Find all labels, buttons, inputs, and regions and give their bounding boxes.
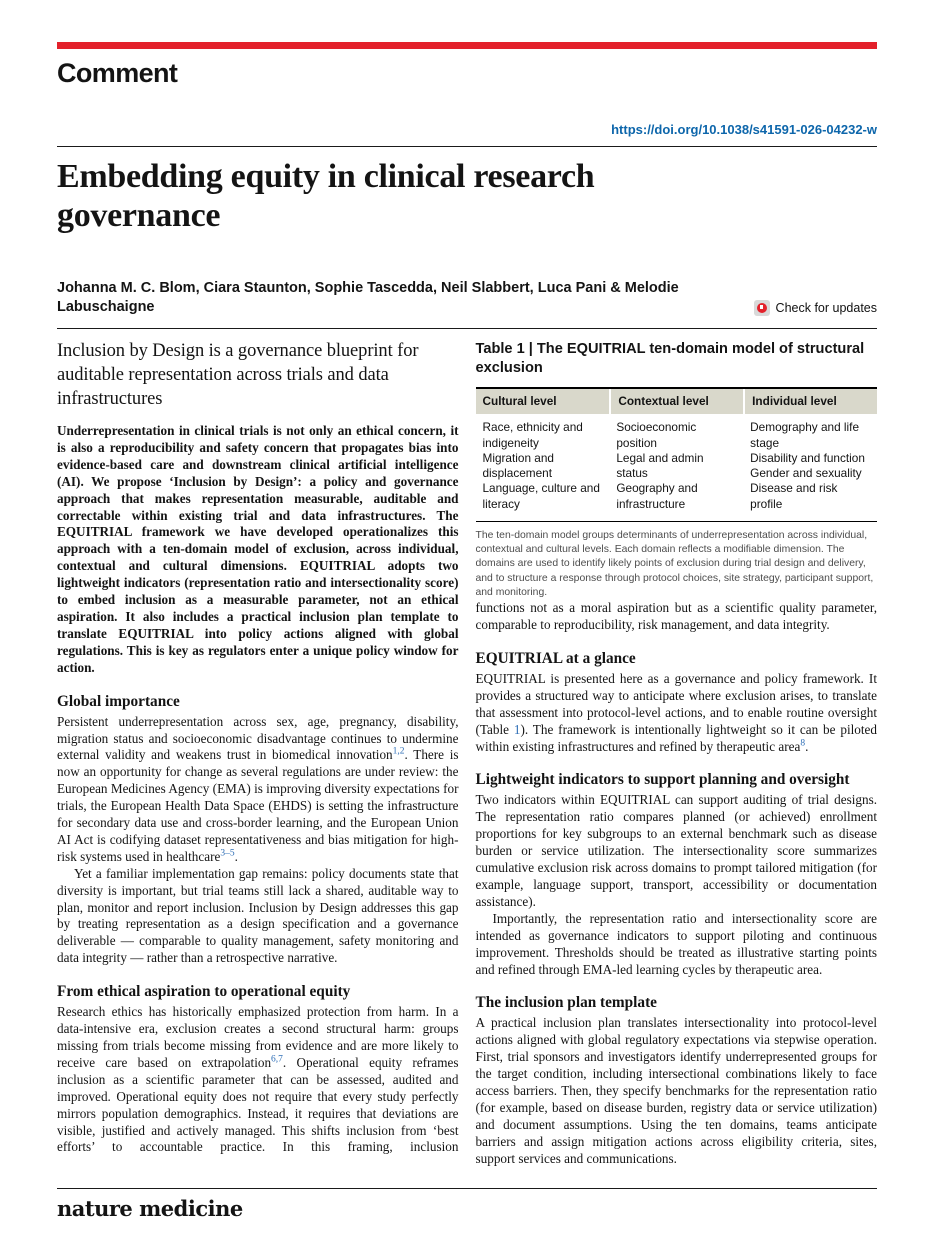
journal-logo: nature medicine xyxy=(57,1196,243,1221)
table-item: Race, ethnicity and indigeneity xyxy=(482,420,583,450)
paragraph-text: . xyxy=(234,848,238,864)
table-item: Geography and infrastructure xyxy=(616,481,698,511)
table-item: Disease and risk profile xyxy=(750,481,838,511)
table-footnote: The ten-domain model groups determinants of underrepresentation across individual, contextual and cultural levels. Each domain reflects a modifiable dimension. The domains are used to identify likely points of exclusion during trial design and delivery, and to structure a response through protocol choices, site strategy, participant support, and monitoring. xyxy=(475,530,874,598)
right-column xyxy=(476,339,878,1168)
paragraph-text: Persistent underrepresentation across sex, age, pregnancy, disability, migration status and socioeconomic disadvantage continues to undermine external validity and weakens trust in biomedical innovation xyxy=(57,713,459,763)
paragraph xyxy=(476,671,878,756)
paragraph-text: . There is now an opportunity for change as several regulations are under review: the European Medicines Agency (EMA) is improving diversity expectations for trials, the European Health Data Space (EHDS) is setting the infrastructure for secondary data use and cross-border learning, and the European Union AI Act is codifying dataset representativeness and bias mitigation for high-risk systems used in healthcare xyxy=(57,747,459,864)
paragraph: Yet a familiar implementation gap remains: policy documents state that diversity is important, but trial teams still lack a shared, auditable way to plan, monitor and report inclusion. Inclusion by Design addresses this gap by treating representation as a design specification and a governance deliverable — comparable to quality management, safety monitoring and data integrity — rather than a retrospective narrative. xyxy=(57,865,459,966)
left-column xyxy=(57,339,459,1168)
paragraph xyxy=(57,1004,459,1156)
paragraph-text: . xyxy=(805,738,809,754)
paragraph-text: EQUITRIAL is presented here as a governance and policy framework. It provides a structured way to anticipate where exclusion arises, to translate that assessment into protocol-level actions, and to enable routine oversight (Table xyxy=(475,670,877,737)
doi-row xyxy=(57,122,877,137)
table-header-individual: Individual level xyxy=(743,389,877,414)
table-title: Table 1 | The EQUITRIAL ten-domain model of structural exclusion xyxy=(475,341,865,376)
crossmark-icon xyxy=(754,300,770,316)
table-item: Demography and life stage xyxy=(750,420,860,450)
table-cell-contextual xyxy=(609,420,743,512)
citation-link-8[interactable]: 8 xyxy=(800,738,806,749)
paragraph xyxy=(57,714,459,866)
citation-link-6-7[interactable]: 6,7 xyxy=(271,1054,283,1065)
section-label: Comment xyxy=(57,58,178,88)
table-1-link[interactable]: 1 xyxy=(513,721,521,737)
continuation-paragraph: functions not as a moral aspiration but as a scientific quality parameter, comparable to reproducibility, risk management, and data integrity. xyxy=(475,600,877,632)
abstract-paragraph: Underrepresentation in clinical trials is not only an ethical concern, it is also a reproducibility and safety concern that propagates bias into evidence-based care and downstream clinical artificial intelligence (AI). We propose ‘Inclusion by Design’: a policy and governance approach that makes representation measurable, auditable and correctable within existing trial and data infrastructures. The EQUITRIAL framework we have developed operationalizes this approach with a ten-domain model of exclusion, across individual, contextual and cultural dimensions. EQUITRIAL adopts two lightweight indicators (representation ratio and intersectionality score) to embed inclusion as a measurable parameter, not an ethical aspiration. It also includes a practical inclusion plan template to translate EQUITRIAL into policy actions aligned with global regulations. This is key as regulators enter a unique policy window for action. xyxy=(57,423,459,675)
paragraph: Importantly, the representation ratio and intersectionality score are intended as governance indicators to support piloting and continuous improvement. Thresholds should be treated as illustrative starting points and refined through EMA-led learning cycles by therapeutic area. xyxy=(475,910,877,977)
table-item: Gender and sexuality xyxy=(750,466,862,481)
section-heading-lightweight-indicators: Lightweight indicators to support planning and oversight xyxy=(475,771,850,789)
authors-row xyxy=(57,279,877,317)
accent-bar xyxy=(57,42,877,49)
table-header-contextual: Contextual level xyxy=(609,389,743,414)
table-item: Socioeconomic position xyxy=(616,420,697,450)
check-for-updates-button[interactable] xyxy=(754,300,877,316)
table-1 xyxy=(476,387,878,600)
paragraph: Two indicators within EQUITRIAL can support auditing of trial designs. The representation ratio compares planned (or achieved) enrollment proportions for key subgroups to an external benchmark such as disease burden or service utilization. The intersectionality score summarizes cumulative exclusion risk across domains to prompt tailored mitigation (for example, language support, transport, accessibility or documentation assistance). xyxy=(475,792,877,909)
paragraph-text: . Operational equity reframes inclusion as a scientific parameter that can be assessed, audited and improved. Operational equity does not require that every study perfectly mirrors population demographics. Instead, it requires that deviations are visible, justified and actively managed. This shifts inclusion from ‘best efforts’ to accountable practice. In this framing, inclusion xyxy=(57,1054,459,1155)
authors-rule xyxy=(57,328,877,329)
page-title: Embedding equity in clinical research governance xyxy=(57,158,595,234)
table-item: Language, culture and literacy xyxy=(482,481,600,511)
section-heading-inclusion-plan: The inclusion plan template xyxy=(475,994,657,1012)
table-item: Disability and function xyxy=(750,450,865,465)
body-columns xyxy=(57,339,877,1168)
paragraph-text: ). The framework is intentionally lightweight so it can be piloted within existing infrastructures and refined by therapeutic area xyxy=(475,721,877,754)
table-cell-cultural xyxy=(476,420,610,512)
table-header-row xyxy=(476,387,878,414)
table-item: Legal and admin status xyxy=(616,450,704,481)
citation-link-1-2[interactable]: 1,2 xyxy=(392,747,405,758)
header-rule xyxy=(57,146,877,147)
page-footer xyxy=(57,1188,877,1234)
paragraph: A practical inclusion plan translates intersectionality into protocol-level actions aligned with global regulatory expectations via stepwise operation. First, trial sponsors and investigators identify underrepresented groups for the target condition, including intersectional combinations likely to face access barriers. Then, they specify benchmarks for the representation ratio (for example, based on disease burden, registry data or service utilization) and document assumptions. Using the ten domains, teams anticipate barriers and assign mitigation actions across eligibility criteria, sites, support services and communications. xyxy=(475,1015,877,1166)
paragraph-text: Research ethics has historically emphasized protection from harm. In a data-intensive era, exclusion creates a second structural harm: groups missing from trials become missing from evidence and are more likely to receive care based on extrapolation xyxy=(57,1004,459,1070)
section-heading-operational-equity: From ethical aspiration to operational equity xyxy=(57,983,351,1001)
citation-link-3-5[interactable]: 3–5 xyxy=(220,848,235,859)
check-for-updates-label: Check for updates xyxy=(775,301,877,315)
author-list: Johanna M. C. Blom, Ciara Staunton, Sophie Tascedda, Neil Slabbert, Luca Pani & Melodie Labuschaigne xyxy=(57,280,679,315)
table-body-row xyxy=(476,414,878,522)
table-item: Migration and displacement xyxy=(482,450,554,481)
standfirst: Inclusion by Design is a governance blueprint for auditable representation across trials and data infrastructures xyxy=(57,341,419,409)
table-cell-individual xyxy=(743,420,877,512)
section-heading-equitrial-glance: EQUITRIAL at a glance xyxy=(475,649,636,667)
doi-link[interactable]: https://doi.org/10.1038/s41591-026-04232-w xyxy=(611,122,877,137)
table-header-cultural: Cultural level xyxy=(482,394,557,408)
section-heading-global-importance: Global importance xyxy=(57,692,180,710)
